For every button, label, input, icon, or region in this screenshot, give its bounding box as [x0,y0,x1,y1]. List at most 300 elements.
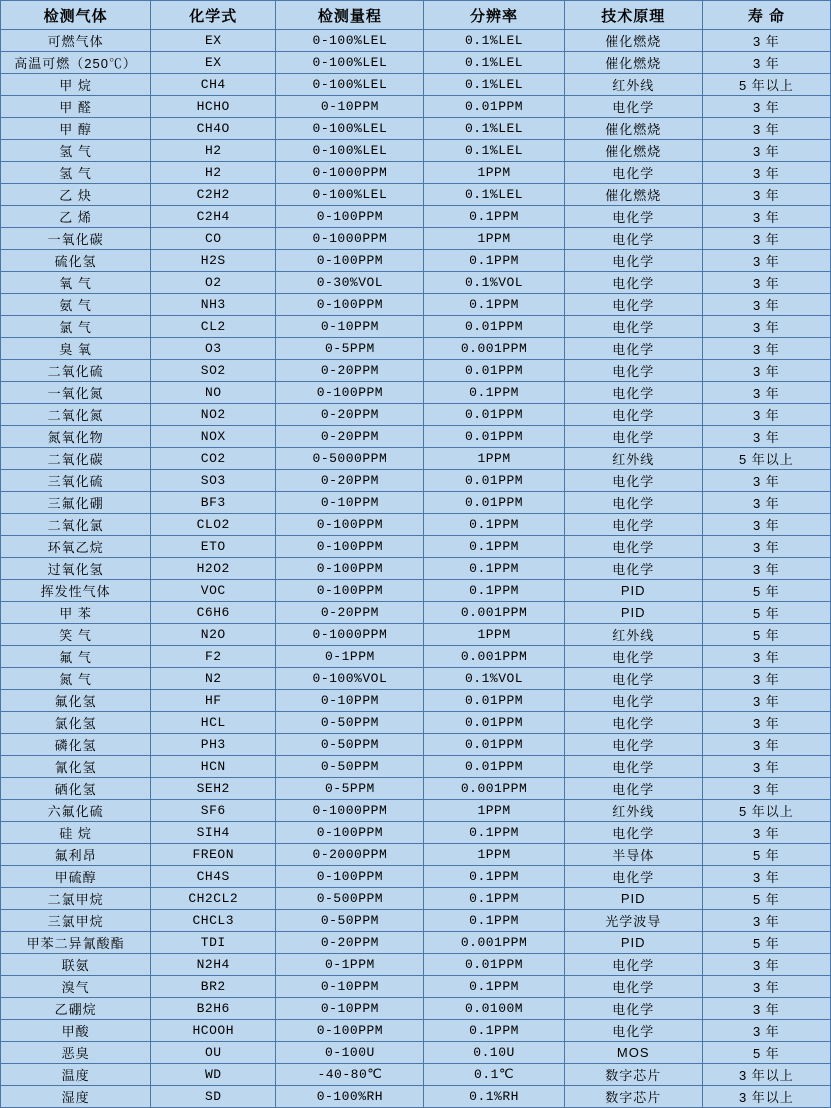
cell-technology: 电化学 [564,1020,702,1042]
cell-lifespan: 3 年 [702,976,830,998]
cell-technology: 电化学 [564,998,702,1020]
cell-resolution: 0.1%RH [424,1086,564,1108]
cell-detection-range: 0-10PPM [276,316,424,338]
cell-chemical-formula: N2 [151,668,276,690]
cell-gas-name: 一氧化碳 [1,228,151,250]
cell-resolution: 0.01PPM [424,756,564,778]
cell-gas-name: 二氧化碳 [1,448,151,470]
cell-chemical-formula: EX [151,30,276,52]
cell-technology: 电化学 [564,668,702,690]
table-row [1,558,831,580]
table-row [1,932,831,954]
cell-gas-name: 可燃气体 [1,30,151,52]
cell-detection-range: 0-20PPM [276,932,424,954]
cell-gas-name: 过氧化氢 [1,558,151,580]
cell-gas-name: 氮氧化物 [1,426,151,448]
table-row [1,1020,831,1042]
cell-chemical-formula: HCL [151,712,276,734]
cell-technology: 电化学 [564,272,702,294]
cell-lifespan: 5 年 [702,888,830,910]
cell-resolution: 0.01PPM [424,734,564,756]
table-row [1,580,831,602]
column-header-technology: 技术原理 [564,1,702,30]
cell-chemical-formula: H2O2 [151,558,276,580]
cell-detection-range: 0-100PPM [276,1020,424,1042]
cell-lifespan: 3 年 [702,184,830,206]
cell-technology: 催化燃烧 [564,52,702,74]
cell-gas-name: 硅 烷 [1,822,151,844]
cell-detection-range: 0-1000PPM [276,228,424,250]
table-row [1,52,831,74]
cell-chemical-formula: SEH2 [151,778,276,800]
table-row [1,514,831,536]
cell-resolution: 0.01PPM [424,492,564,514]
cell-chemical-formula: FREON [151,844,276,866]
cell-chemical-formula: SF6 [151,800,276,822]
cell-chemical-formula: CLO2 [151,514,276,536]
cell-technology: 电化学 [564,316,702,338]
cell-detection-range: 0-50PPM [276,910,424,932]
table-row [1,184,831,206]
cell-resolution: 0.001PPM [424,338,564,360]
cell-chemical-formula: CH4 [151,74,276,96]
cell-resolution: 0.001PPM [424,932,564,954]
table-row [1,690,831,712]
cell-gas-name: 二氧化硫 [1,360,151,382]
cell-detection-range: 0-10PPM [276,690,424,712]
cell-technology: 电化学 [564,360,702,382]
cell-lifespan: 3 年 [702,206,830,228]
cell-gas-name: 环氧乙烷 [1,536,151,558]
cell-technology: 催化燃烧 [564,140,702,162]
cell-chemical-formula: SD [151,1086,276,1108]
cell-lifespan: 3 年以上 [702,1086,830,1108]
cell-lifespan: 3 年 [702,140,830,162]
table-row [1,822,831,844]
cell-technology: 电化学 [564,778,702,800]
cell-lifespan: 3 年 [702,998,830,1020]
table-row [1,96,831,118]
cell-detection-range: 0-10PPM [276,492,424,514]
cell-resolution: 0.1PPM [424,1020,564,1042]
cell-lifespan: 5 年 [702,580,830,602]
table-row [1,646,831,668]
cell-technology: 电化学 [564,382,702,404]
cell-technology: 电化学 [564,822,702,844]
cell-detection-range: 0-100PPM [276,250,424,272]
cell-chemical-formula: NO [151,382,276,404]
table-row [1,250,831,272]
cell-chemical-formula: N2H4 [151,954,276,976]
cell-gas-name: 甲酸 [1,1020,151,1042]
cell-detection-range: 0-50PPM [276,712,424,734]
table-row [1,118,831,140]
cell-chemical-formula: O2 [151,272,276,294]
cell-resolution: 0.1%LEL [424,140,564,162]
cell-detection-range: -40-80℃ [276,1064,424,1086]
cell-lifespan: 5 年 [702,624,830,646]
cell-chemical-formula: HCHO [151,96,276,118]
cell-lifespan: 3 年 [702,52,830,74]
cell-resolution: 0.1PPM [424,294,564,316]
cell-chemical-formula: O3 [151,338,276,360]
cell-lifespan: 5 年 [702,602,830,624]
cell-detection-range: 0-100PPM [276,206,424,228]
table-row [1,294,831,316]
cell-resolution: 0.1PPM [424,536,564,558]
cell-chemical-formula: SO3 [151,470,276,492]
column-header-detection-range: 检测量程 [276,1,424,30]
cell-technology: 催化燃烧 [564,184,702,206]
table-header [1,1,831,30]
cell-technology: 电化学 [564,976,702,998]
cell-resolution: 0.01PPM [424,426,564,448]
cell-chemical-formula: SO2 [151,360,276,382]
column-header-chemical-formula: 化学式 [151,1,276,30]
table-row [1,448,831,470]
cell-lifespan: 3 年 [702,228,830,250]
table-row [1,206,831,228]
cell-lifespan: 3 年 [702,646,830,668]
cell-resolution: 0.01PPM [424,690,564,712]
cell-technology: 电化学 [564,954,702,976]
cell-chemical-formula: EX [151,52,276,74]
cell-resolution: 0.1%LEL [424,74,564,96]
cell-technology: PID [564,888,702,910]
cell-technology: 电化学 [564,206,702,228]
cell-detection-range: 0-100%RH [276,1086,424,1108]
cell-technology: 电化学 [564,228,702,250]
cell-detection-range: 0-100%LEL [276,74,424,96]
cell-technology: 电化学 [564,162,702,184]
cell-lifespan: 3 年 [702,910,830,932]
cell-resolution: 0.01PPM [424,360,564,382]
cell-gas-name: 硒化氢 [1,778,151,800]
cell-resolution: 0.1℃ [424,1064,564,1086]
cell-lifespan: 3 年以上 [702,1064,830,1086]
table-row [1,140,831,162]
cell-technology: 电化学 [564,492,702,514]
cell-lifespan: 3 年 [702,712,830,734]
cell-detection-range: 0-50PPM [276,756,424,778]
table-row [1,1064,831,1086]
cell-detection-range: 0-10PPM [276,96,424,118]
cell-technology: 电化学 [564,514,702,536]
cell-detection-range: 0-1000PPM [276,624,424,646]
table-header-row [1,1,831,30]
cell-gas-name: 甲苯二异氰酸酯 [1,932,151,954]
cell-lifespan: 5 年以上 [702,448,830,470]
cell-detection-range: 0-100%VOL [276,668,424,690]
cell-gas-name: 甲 苯 [1,602,151,624]
cell-chemical-formula: H2 [151,140,276,162]
cell-technology: 电化学 [564,690,702,712]
table-row [1,976,831,998]
cell-technology: 数字芯片 [564,1086,702,1108]
cell-gas-name: 硫化氢 [1,250,151,272]
cell-gas-name: 六氟化硫 [1,800,151,822]
cell-lifespan: 3 年 [702,30,830,52]
cell-detection-range: 0-20PPM [276,426,424,448]
cell-technology: 光学波导 [564,910,702,932]
cell-lifespan: 3 年 [702,338,830,360]
cell-gas-name: 乙硼烷 [1,998,151,1020]
cell-lifespan: 3 年 [702,734,830,756]
cell-resolution: 0.01PPM [424,316,564,338]
cell-detection-range: 0-100PPM [276,822,424,844]
cell-chemical-formula: NOX [151,426,276,448]
cell-lifespan: 3 年 [702,162,830,184]
cell-gas-name: 二氧化氯 [1,514,151,536]
cell-technology: 催化燃烧 [564,118,702,140]
cell-resolution: 1PPM [424,162,564,184]
table-body [1,30,831,1108]
cell-gas-name: 高温可燃（250℃） [1,52,151,74]
cell-resolution: 0.1PPM [424,206,564,228]
cell-gas-name: 挥发性气体 [1,580,151,602]
table-row [1,712,831,734]
table-row [1,470,831,492]
cell-detection-range: 0-100PPM [276,382,424,404]
cell-lifespan: 5 年 [702,1042,830,1064]
column-header-gas-name: 检测气体 [1,1,151,30]
cell-detection-range: 0-1PPM [276,646,424,668]
cell-lifespan: 5 年以上 [702,74,830,96]
cell-gas-name: 三氧化硫 [1,470,151,492]
cell-detection-range: 0-100%LEL [276,184,424,206]
cell-resolution: 0.1PPM [424,250,564,272]
cell-lifespan: 3 年 [702,360,830,382]
cell-chemical-formula: C2H2 [151,184,276,206]
cell-lifespan: 5 年以上 [702,800,830,822]
cell-resolution: 0.1PPM [424,382,564,404]
cell-resolution: 0.1PPM [424,976,564,998]
table-row [1,800,831,822]
cell-lifespan: 3 年 [702,756,830,778]
cell-technology: 红外线 [564,624,702,646]
cell-gas-name: 氯化氢 [1,712,151,734]
cell-detection-range: 0-100%LEL [276,30,424,52]
table-row [1,888,831,910]
cell-technology: PID [564,932,702,954]
cell-gas-name: 氨 气 [1,294,151,316]
cell-lifespan: 3 年 [702,470,830,492]
cell-gas-name: 氮 气 [1,668,151,690]
cell-resolution: 0.1PPM [424,866,564,888]
cell-lifespan: 3 年 [702,492,830,514]
cell-resolution: 0.1PPM [424,822,564,844]
table-row [1,382,831,404]
table-row [1,1042,831,1064]
cell-resolution: 0.01PPM [424,954,564,976]
cell-detection-range: 0-2000PPM [276,844,424,866]
cell-lifespan: 3 年 [702,536,830,558]
cell-technology: 电化学 [564,426,702,448]
table-row [1,910,831,932]
cell-technology: 电化学 [564,536,702,558]
cell-technology: 电化学 [564,756,702,778]
cell-technology: 电化学 [564,404,702,426]
table-row [1,866,831,888]
cell-technology: 红外线 [564,74,702,96]
cell-gas-name: 溴气 [1,976,151,998]
cell-chemical-formula: CHCL3 [151,910,276,932]
cell-chemical-formula: BF3 [151,492,276,514]
cell-technology: 数字芯片 [564,1064,702,1086]
cell-gas-name: 甲 烷 [1,74,151,96]
cell-lifespan: 3 年 [702,668,830,690]
cell-technology: 催化燃烧 [564,30,702,52]
cell-gas-name: 甲 醇 [1,118,151,140]
cell-technology: 电化学 [564,338,702,360]
cell-lifespan: 3 年 [702,404,830,426]
cell-gas-name: 氧 气 [1,272,151,294]
cell-resolution: 0.01PPM [424,712,564,734]
cell-detection-range: 0-1000PPM [276,800,424,822]
table-row [1,536,831,558]
cell-lifespan: 3 年 [702,778,830,800]
cell-chemical-formula: C6H6 [151,602,276,624]
cell-resolution: 0.1%VOL [424,272,564,294]
cell-resolution: 0.1PPM [424,580,564,602]
cell-gas-name: 甲硫醇 [1,866,151,888]
cell-lifespan: 3 年 [702,1020,830,1042]
column-header-resolution: 分辨率 [424,1,564,30]
cell-chemical-formula: H2S [151,250,276,272]
cell-lifespan: 5 年 [702,932,830,954]
cell-gas-name: 氢 气 [1,140,151,162]
table-row [1,272,831,294]
table-row [1,338,831,360]
cell-technology: 电化学 [564,712,702,734]
cell-resolution: 0.1PPM [424,910,564,932]
cell-gas-name: 氯 气 [1,316,151,338]
cell-gas-name: 甲 醛 [1,96,151,118]
cell-detection-range: 0-100%LEL [276,118,424,140]
table-row [1,624,831,646]
cell-chemical-formula: CH4S [151,866,276,888]
cell-detection-range: 0-100PPM [276,866,424,888]
cell-lifespan: 3 年 [702,96,830,118]
cell-gas-name: 氟化氢 [1,690,151,712]
cell-lifespan: 3 年 [702,382,830,404]
cell-chemical-formula: HCN [151,756,276,778]
cell-chemical-formula: HCOOH [151,1020,276,1042]
table-row [1,162,831,184]
cell-resolution: 0.01PPM [424,404,564,426]
cell-resolution: 0.10U [424,1042,564,1064]
cell-technology: MOS [564,1042,702,1064]
cell-resolution: 0.01PPM [424,470,564,492]
table-row [1,756,831,778]
cell-resolution: 0.1%LEL [424,52,564,74]
table-row [1,668,831,690]
cell-lifespan: 3 年 [702,822,830,844]
table-row [1,778,831,800]
cell-technology: 红外线 [564,448,702,470]
cell-resolution: 0.1%LEL [424,118,564,140]
cell-detection-range: 0-100U [276,1042,424,1064]
cell-chemical-formula: CL2 [151,316,276,338]
cell-gas-name: 氢 气 [1,162,151,184]
cell-technology: 电化学 [564,646,702,668]
cell-gas-name: 一氧化氮 [1,382,151,404]
cell-chemical-formula: HF [151,690,276,712]
table-row [1,74,831,96]
cell-chemical-formula: CH4O [151,118,276,140]
table-row [1,1086,831,1108]
cell-detection-range: 0-20PPM [276,404,424,426]
cell-chemical-formula: ETO [151,536,276,558]
cell-resolution: 1PPM [424,228,564,250]
cell-gas-name: 温度 [1,1064,151,1086]
cell-lifespan: 3 年 [702,866,830,888]
cell-lifespan: 3 年 [702,316,830,338]
cell-resolution: 1PPM [424,800,564,822]
cell-lifespan: 5 年 [702,844,830,866]
cell-detection-range: 0-20PPM [276,602,424,624]
cell-resolution: 1PPM [424,844,564,866]
cell-chemical-formula: OU [151,1042,276,1064]
cell-detection-range: 0-10PPM [276,998,424,1020]
cell-lifespan: 3 年 [702,118,830,140]
cell-resolution: 0.1%LEL [424,30,564,52]
cell-technology: PID [564,580,702,602]
cell-detection-range: 0-50PPM [276,734,424,756]
cell-chemical-formula: NH3 [151,294,276,316]
cell-resolution: 0.001PPM [424,778,564,800]
cell-detection-range: 0-1PPM [276,954,424,976]
cell-lifespan: 3 年 [702,294,830,316]
cell-technology: 电化学 [564,866,702,888]
table-row [1,316,831,338]
cell-chemical-formula: C2H4 [151,206,276,228]
cell-technology: 电化学 [564,470,702,492]
cell-technology: PID [564,602,702,624]
cell-gas-name: 乙 烯 [1,206,151,228]
cell-lifespan: 3 年 [702,514,830,536]
cell-chemical-formula: CH2CL2 [151,888,276,910]
cell-detection-range: 0-100%LEL [276,140,424,162]
cell-gas-name: 三氯甲烷 [1,910,151,932]
cell-resolution: 1PPM [424,624,564,646]
cell-chemical-formula: H2 [151,162,276,184]
cell-chemical-formula: TDI [151,932,276,954]
cell-gas-name: 氟利昂 [1,844,151,866]
cell-chemical-formula: N2O [151,624,276,646]
cell-detection-range: 0-5PPM [276,778,424,800]
cell-gas-name: 磷化氢 [1,734,151,756]
cell-chemical-formula: SIH4 [151,822,276,844]
table-row [1,228,831,250]
cell-resolution: 0.001PPM [424,602,564,624]
cell-lifespan: 3 年 [702,954,830,976]
cell-gas-name: 笑 气 [1,624,151,646]
cell-detection-range: 0-5000PPM [276,448,424,470]
cell-lifespan: 3 年 [702,690,830,712]
cell-chemical-formula: CO [151,228,276,250]
cell-resolution: 0.1PPM [424,558,564,580]
cell-detection-range: 0-20PPM [276,360,424,382]
cell-gas-name: 臭 氧 [1,338,151,360]
cell-resolution: 0.001PPM [424,646,564,668]
cell-gas-name: 恶臭 [1,1042,151,1064]
cell-technology: 电化学 [564,250,702,272]
cell-chemical-formula: B2H6 [151,998,276,1020]
cell-lifespan: 3 年 [702,426,830,448]
table-row [1,734,831,756]
cell-gas-name: 氰化氢 [1,756,151,778]
